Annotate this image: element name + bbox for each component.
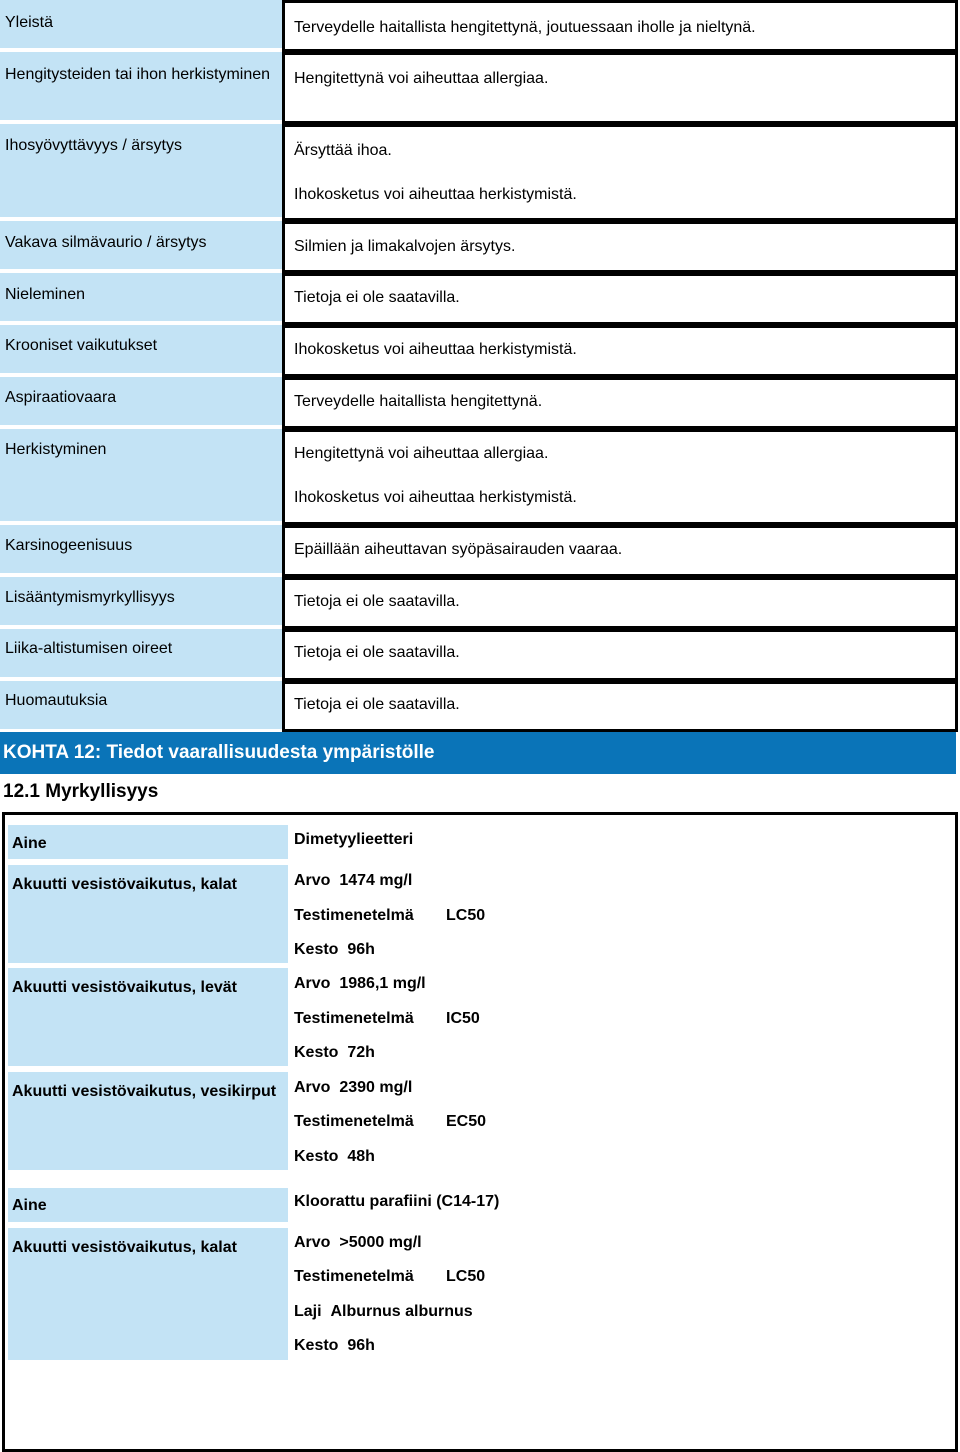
test-label: Akuutti vesistövaikutus, kalat	[8, 865, 288, 963]
tox-row-label: Yleistä	[0, 0, 282, 48]
arvo-value: 1986,1 mg/l	[339, 975, 426, 992]
tox-row-label: Aspiraatiovaara	[0, 377, 282, 425]
laji-label: Laji	[294, 1303, 322, 1320]
subsection-title: 12.1 Myrkyllisyys	[3, 781, 159, 802]
substance-label: Aine	[8, 1188, 288, 1222]
kesto-line	[294, 1147, 375, 1167]
kesto-label: Kesto	[294, 941, 339, 958]
test-value-line	[294, 1078, 412, 1098]
kesto-label: Kesto	[294, 1044, 339, 1061]
method-value: LC50	[446, 907, 486, 924]
tox-row-value: Hengitettynä voi aiheuttaa allergiaa.	[294, 445, 549, 462]
tox-row-value: Ärsyttää ihoa.	[294, 142, 392, 159]
test-label: Akuutti vesistövaikutus, vesikirput	[8, 1072, 288, 1170]
tox-row-label: Huomautuksia	[0, 681, 282, 729]
arvo-label: Arvo	[294, 872, 331, 889]
tox-row-label: Hengitysteiden tai ihon herkistyminen	[0, 52, 282, 120]
tox-row-label: Herkistyminen	[0, 429, 282, 521]
method-value: EC50	[446, 1113, 487, 1130]
method-label: Testimenetelmä	[294, 1010, 414, 1027]
kesto-label: Kesto	[294, 1337, 339, 1354]
method-label: Testimenetelmä	[294, 1268, 414, 1285]
method-value: LC50	[446, 1268, 486, 1285]
tox-row-value: Tietoja ei ole saatavilla.	[294, 289, 460, 306]
method-label: Testimenetelmä	[294, 1113, 414, 1130]
test-value-line	[294, 974, 426, 994]
arvo-value: 2390 mg/l	[339, 1079, 413, 1096]
tox-row-value: Ihokosketus voi aiheuttaa herkistymistä.	[294, 489, 577, 506]
method-label: Testimenetelmä	[294, 907, 414, 924]
kesto-label: Kesto	[294, 1148, 339, 1165]
kesto-value: 48h	[347, 1148, 375, 1165]
tox-row-value: Ihokosketus voi aiheuttaa herkistymistä.	[294, 186, 577, 203]
tox-row-value: Tietoja ei ole saatavilla.	[294, 593, 460, 610]
tox-row-value: Terveydelle haitallista hengitettynä, joutuessaan iholle ja nieltynä.	[294, 19, 756, 36]
kesto-value: 72h	[347, 1044, 375, 1061]
tox-row-label: Vakava silmävaurio / ärsytys	[0, 221, 282, 269]
tox-row-value: Ihokosketus voi aiheuttaa herkistymistä.	[294, 341, 577, 358]
tox-row-value: Epäillään aiheuttavan syöpäsairauden vaaraa.	[294, 541, 623, 558]
test-label: Akuutti vesistövaikutus, levät	[8, 968, 288, 1066]
tox-row-value: Tietoja ei ole saatavilla.	[294, 696, 460, 713]
test-value-line	[294, 1233, 422, 1253]
kesto-line	[294, 1043, 375, 1063]
tox-row-label: Krooniset vaikutukset	[0, 325, 282, 373]
test-label: Akuutti vesistövaikutus, kalat	[8, 1228, 288, 1360]
section-title: KOHTA 12: Tiedot vaarallisuudesta ympäristölle	[3, 742, 435, 763]
tox-row-value: Hengitettynä voi aiheuttaa allergiaa.	[294, 70, 549, 87]
arvo-label: Arvo	[294, 1079, 331, 1096]
tox-row-label: Ihosyövyttävyys / ärsytys	[0, 124, 282, 217]
arvo-value: >5000 mg/l	[339, 1234, 422, 1251]
tox-row-value: Terveydelle haitallista hengitettynä.	[294, 393, 543, 410]
laji-line	[294, 1302, 473, 1322]
kesto-value: 96h	[347, 1337, 375, 1354]
tox-row-value-cell	[282, 124, 958, 221]
substance-name: Kloorattu parafiini (C14-17)	[294, 1193, 500, 1210]
substance-label: Aine	[8, 825, 288, 859]
tox-row-label: Liika-altistumisen oireet	[0, 629, 282, 677]
arvo-label: Arvo	[294, 975, 331, 992]
kesto-value: 96h	[347, 941, 375, 958]
arvo-label: Arvo	[294, 1234, 331, 1251]
tox-row-label: Nieleminen	[0, 273, 282, 321]
laji-value: Alburnus alburnus	[330, 1303, 473, 1320]
tox-row-label: Lisääntymismyrkyllisyys	[0, 577, 282, 625]
tox-row-value: Silmien ja limakalvojen ärsytys.	[294, 238, 516, 255]
tox-row-value: Tietoja ei ole saatavilla.	[294, 644, 460, 661]
kesto-line	[294, 940, 375, 960]
substance-name: Dimetyylieetteri	[294, 831, 414, 848]
method-value: IC50	[446, 1010, 480, 1027]
test-value-line	[294, 871, 412, 891]
arvo-value: 1474 mg/l	[339, 872, 413, 889]
tox-row-label: Karsinogeenisuus	[0, 525, 282, 573]
kesto-line	[294, 1336, 375, 1356]
